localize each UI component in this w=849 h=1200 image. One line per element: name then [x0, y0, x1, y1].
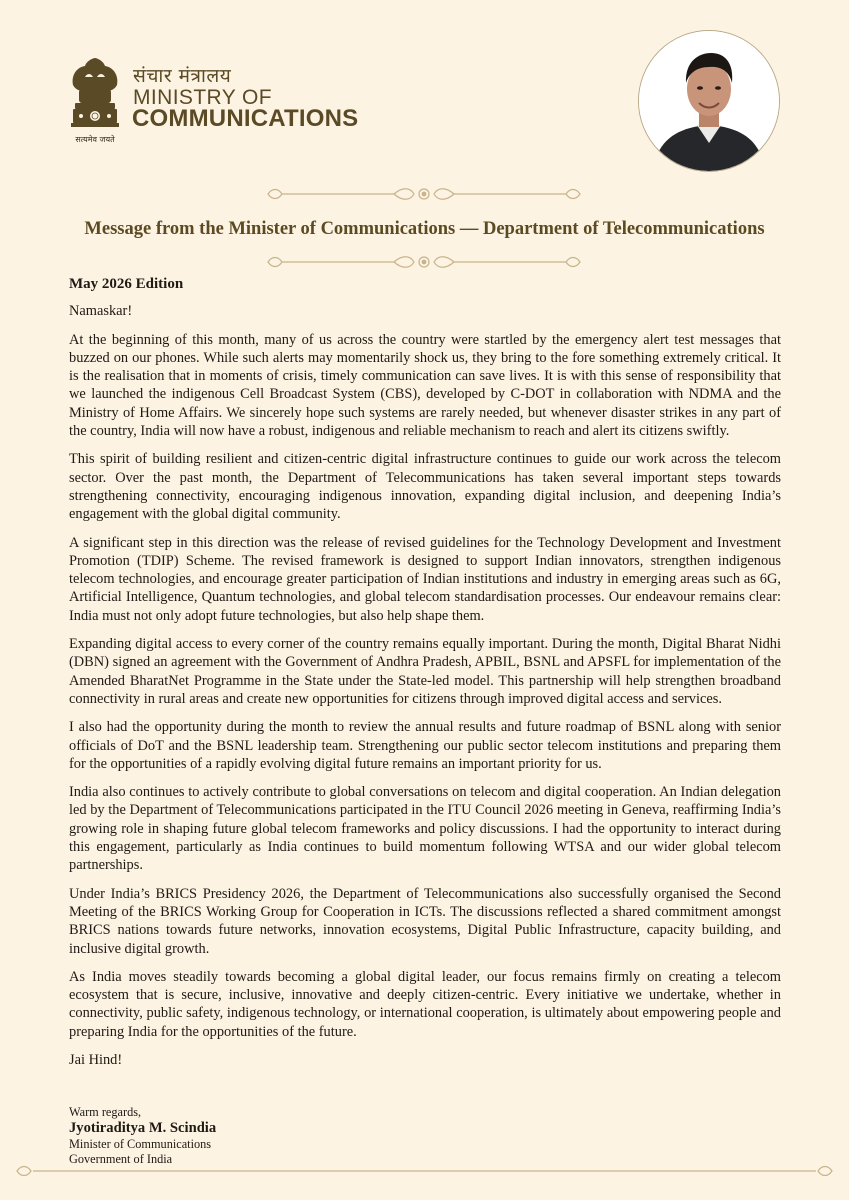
paragraph: At the beginning of this month, many of us across the country were startled by the emergency alert test messages that buzzed on our phones. While such alerts may momentarily shock us, they bring to the fore something extremely critical. It is the realisation that in moments of crisis, timely communication can save lives. It is with this sense of responsibility that we launched the indigenous Cell Broadcast System (CBS), developed by C-DOT in collaboration with NDMA and the Ministry of Home Affairs. We sincerely hope such systems are rarely needed, but whenever disaster strikes in any part of the country, India will now have a robust, indigenous and reliable mechanism to reach and alert its citizens swiftly. — [69, 331, 781, 440]
edition-label: May 2026 Edition — [69, 276, 184, 292]
footer-ornament-rule — [15, 1164, 834, 1178]
closing: Jai Hind! — [69, 1051, 123, 1068]
ministry-logo-line1: MINISTRY OF — [133, 86, 272, 109]
paragraph: As India moves steadily towards becoming a global digital leader, our focus remains firmly on creating a telecom ecosystem that is secure, inclusive, innovative and deeply citizen-centric. Every initiative we undertake, whether in connectivity, public safety, indigenous technology, or international cooperation, is ultimately about empowering people and preparing India for the opportunities of the future. — [69, 968, 781, 1040]
paragraph: A significant step in this direction was the release of revised guidelines for the Technology Development and Investment Promotion (TDIP) Scheme. The revised framework is designed to support Indian innovators, strengthen indigenous telecom technologies, and encourage greater participation of Indian institutions and industry in emerging areas such as 6G, Artificial Intelligence, Quantum technologies, and global telecom standardisation processes. Our endeavour remains clear: India must not only adopt future technologies, but also help shape them. — [69, 534, 781, 624]
signature-block — [69, 1105, 216, 1168]
paragraph: India also continues to actively contribute to global conversations on telecom and digital cooperation. An Indian delegation led by the Department of Telecommunications participated in the ITU Council 2026 meeting in Geneva, reaffirming India’s growing role in shaping future global telecom frameworks and policy discussions. I had the opportunity to interact during this engagement, particularly as India continues to build momentum following WTSA and our wider global telecom partnerships. — [69, 784, 781, 874]
ornamental-divider-top — [264, 186, 584, 202]
paragraph: Expanding digital access to every corner of the country remains equally important. During the month, Digital Bharat Nidhi (DBN) signed an agreement with the Government of Andhra Pradesh, APBIL, BSNL and APSFL for implementation of the Amended BharatNet Programme in the State under the State-led model. This partnership will help strengthen broadband connectivity in rural areas and create new opportunities for citizens through improved digital access and services. — [69, 636, 781, 707]
signature-name: Jyotiraditya M. Scindia — [69, 1120, 217, 1137]
ministry-logo-hindi: संचार मंत्रालय — [133, 65, 232, 87]
signature-government: Government of India — [69, 1152, 173, 1167]
paragraph: This spirit of building resilient and citizen-centric digital infrastructure continues to guide our work across the telecom sector. Over the past month, the Department of Telecommunications has taken several important steps towards strengthening connectivity, encouraging indigenous innovation, expanding digital inclusion, and deepening India’s engagement with the global digital community. — [69, 451, 781, 523]
greeting: Namaskar! — [69, 303, 133, 320]
emblem-motto: सत्यमेव जयते — [75, 135, 115, 144]
page-title: Message from the Minister of Communications — Department of Telecommunications — [84, 219, 765, 239]
ornamental-divider-bottom — [264, 254, 584, 270]
signature-regards: Warm regards, — [69, 1105, 142, 1119]
paragraph: Under India’s BRICS Presidency 2026, the Department of Telecommunications also successfully organised the Second Meeting of the BRICS Working Group for Cooperation in ICTs. The discussions reflected a shared commitment amongst BRICS nations towards future networks, innovation ecosystems, Digital Public Infrastructure, capacity building, and inclusive digital growth. — [69, 885, 781, 957]
paragraph: I also had the opportunity during the month to review the annual results and future roadmap of BSNL along with senior officials of DoT and the BSNL leadership team. Strengthening our public sector telecom institutions and preparing them for the opportunities of a rapidly evolving digital future remains an important priority for us. — [69, 719, 781, 772]
signature-designation: Minister of Communications — [69, 1137, 212, 1152]
letter-body — [69, 275, 781, 1079]
ministry-logo-line2: COMMUNICATIONS — [132, 105, 359, 132]
minister-portrait — [638, 30, 780, 172]
